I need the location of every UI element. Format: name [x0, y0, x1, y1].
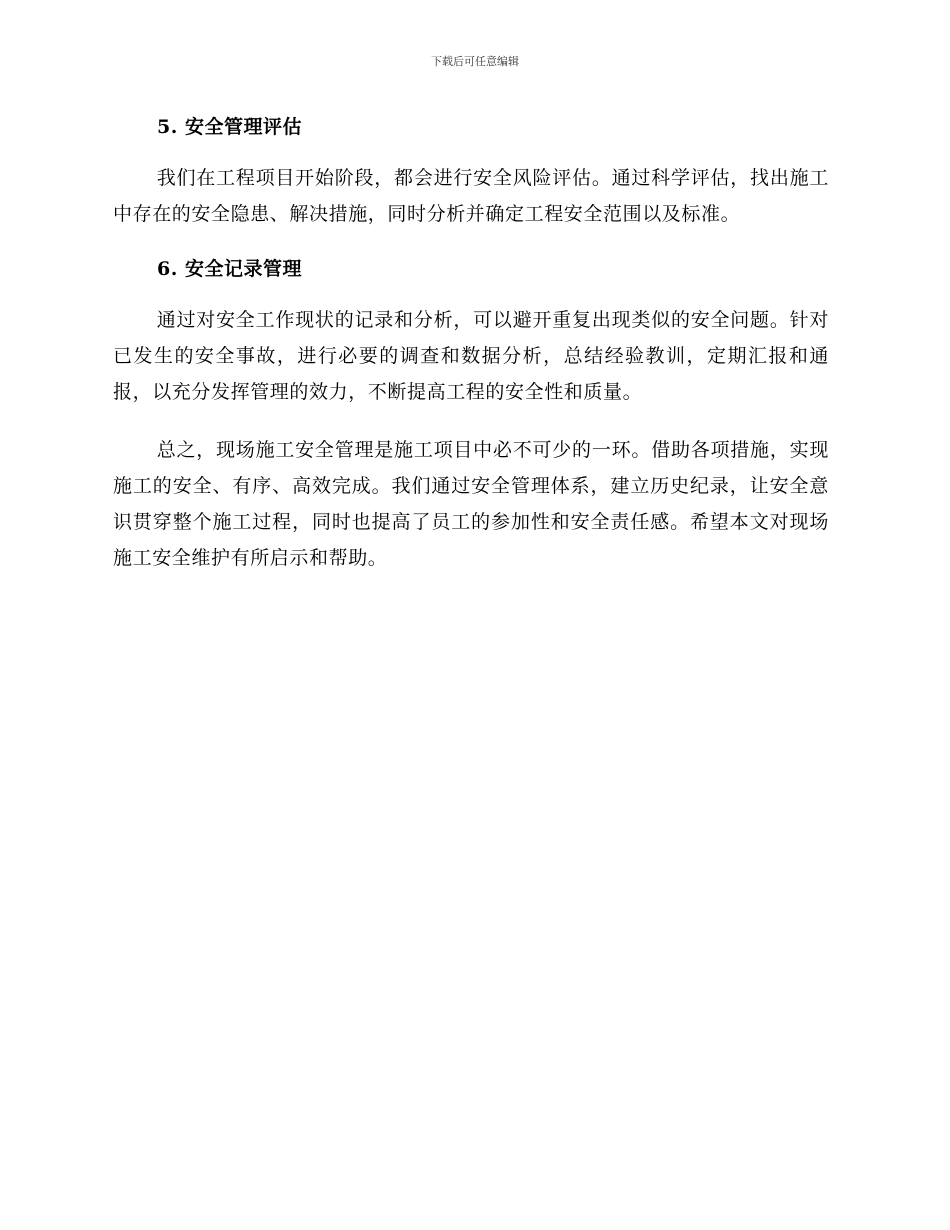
conclusion-paragraph: 总之，现场施工安全管理是施工项目中必不可少的一环。借助各项措施，实现施工的安全、有序、高效完成。我们通过安全管理体系，建立历史纪录，让安全意识贯穿整个施工过程，同时也提高了员工的参加性和安全责任感。希望本文对现场施工安全维护有所启示和帮助。: [113, 439, 829, 569]
page-header: 下载后可任意编辑: [431, 55, 519, 68]
section-safety-records: [113, 254, 829, 410]
paragraph: 通过对安全工作现状的记录和分析，可以避开重复出现类似的安全问题。针对已发生的安全事故，进行必要的调查和数据分析，总结经验教训，定期汇报和通报，以充分发挥管理的效力，不断提高工程的安全性和质量。: [113, 309, 829, 403]
section-heading: 5. 安全管理评估: [157, 116, 302, 138]
paragraph: 我们在工程项目开始阶段，都会进行安全风险评估。通过科学评估，找出施工中存在的安全隐患、解决措施，同时分析并确定工程安全范围以及标准。: [113, 167, 829, 225]
section-safety-assessment: [113, 112, 829, 232]
document-body: [113, 112, 829, 596]
section-heading: 6. 安全记录管理: [157, 258, 302, 280]
